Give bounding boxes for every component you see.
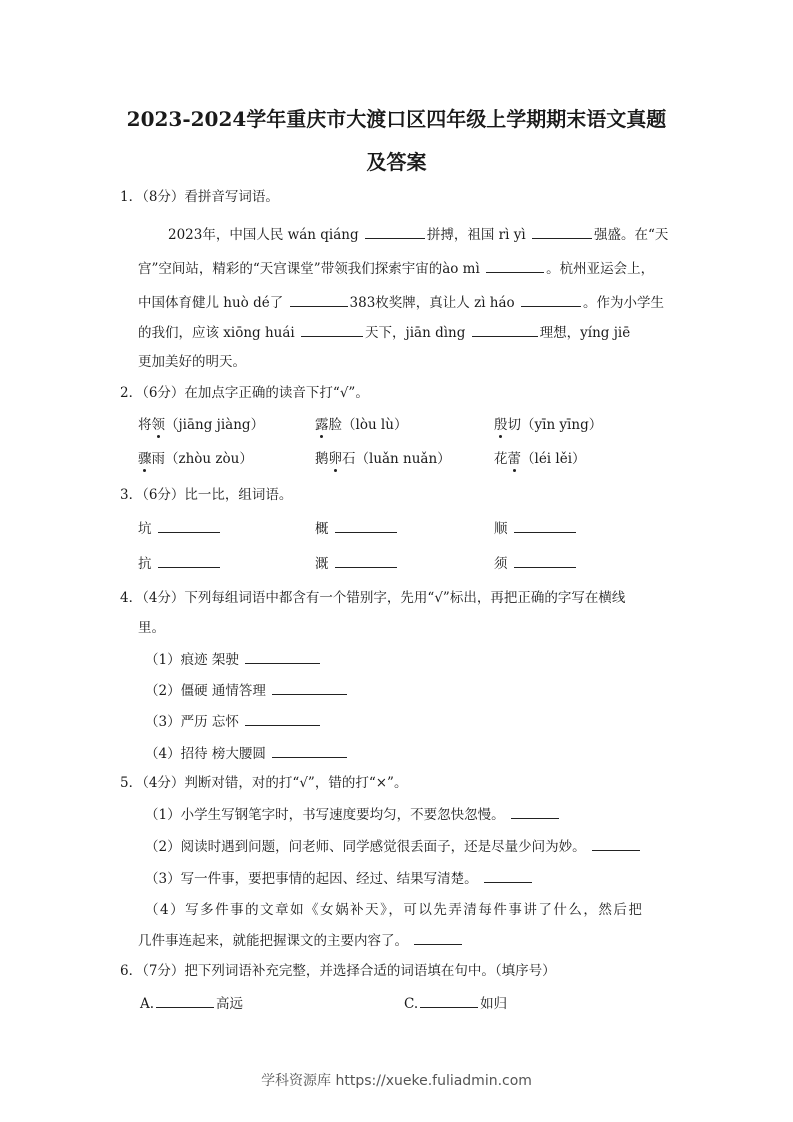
text: 。作为小学生	[582, 295, 664, 311]
question-6-heading: 6．（7分）把下列词语补充完整，并选择合适的词语填在句中。（填序号）	[120, 963, 556, 979]
answer-blank[interactable]	[158, 553, 220, 568]
question-1-line-1	[168, 224, 668, 245]
pinyin-choice-item	[494, 449, 586, 469]
answer-blank[interactable]	[335, 518, 397, 533]
answer-blank[interactable]	[365, 224, 425, 239]
dotted-char: 蕾	[507, 451, 521, 467]
text: C.	[404, 996, 419, 1012]
fill-word-item-a	[140, 993, 243, 1014]
answer-blank[interactable]	[472, 322, 538, 337]
dotted-char: 露	[315, 417, 329, 433]
pinyin-choice-item	[138, 415, 264, 435]
text: （3）严历 忘怀	[145, 714, 239, 730]
text: 。杭州亚运会上，	[546, 261, 655, 277]
text: 须	[494, 556, 508, 572]
answer-blank[interactable]	[290, 292, 348, 307]
question-1-line-3	[138, 292, 664, 313]
text: 高远	[216, 996, 244, 1012]
text: （léi lěi）	[521, 451, 586, 467]
text: 溉	[315, 556, 329, 572]
question-1-line-5: 更加美好的明天。	[138, 354, 246, 370]
pinyin-choice-item	[315, 449, 451, 469]
answer-blank[interactable]	[272, 743, 347, 758]
text: 强盛。在“天	[593, 227, 669, 243]
question-3-heading: 3．（6分）比一比，组词语。	[120, 487, 293, 503]
page-title: 2023-2024学年重庆市大渡口区四年级上学期期末语文真题	[126, 107, 667, 131]
word-group-item	[494, 553, 578, 574]
answer-blank[interactable]	[272, 680, 347, 695]
answer-blank[interactable]	[486, 258, 544, 273]
text: （3）写一件事，要把事情的起因、经过、结果写清楚。	[145, 871, 478, 887]
text: 几件事连起来，就能把握课文的主要内容了。	[138, 933, 408, 949]
dotted-char: 骤	[138, 451, 152, 467]
text: 中国体育健儿 huò dé了	[138, 295, 288, 311]
question-2-heading: 2．（6分）在加点字正确的读音下打“√”。	[120, 385, 369, 401]
answer-blank[interactable]	[514, 553, 576, 568]
text: （4）招待 榜大腰圆	[145, 746, 266, 762]
answer-blank[interactable]	[414, 930, 462, 945]
typo-item	[145, 649, 322, 670]
judge-item: （4）写多件事的文章如《女娲补天》，可以先弄清每件事讲了什么，然后把	[145, 902, 644, 918]
text: 383枚奖牌，真让人 zì háo	[349, 295, 519, 311]
page-title-line2: 及答案	[366, 150, 427, 174]
typo-item	[145, 711, 322, 732]
answer-blank[interactable]	[245, 649, 320, 664]
answer-blank[interactable]	[592, 836, 640, 851]
text: 宫”空间站，精彩的“天宫课堂”带领我们探索宇宙的ào mì	[138, 261, 485, 277]
judge-item-cont	[138, 930, 464, 951]
answer-blank[interactable]	[514, 518, 576, 533]
text: 脸（lòu lù）	[328, 417, 408, 433]
text: 理想，yíng jiē	[539, 325, 631, 341]
pinyin-choice-item	[494, 415, 602, 435]
text: 石（luǎn nuǎn）	[342, 451, 451, 467]
answer-blank[interactable]	[335, 553, 397, 568]
text: 2023年，中国人民 wán qiáng	[168, 227, 363, 243]
word-group-item	[315, 518, 399, 539]
text: （jiāng jiàng）	[165, 417, 265, 433]
text: 雨（zhòu zòu）	[151, 451, 253, 467]
text: 花	[494, 451, 508, 467]
text: 拼搏，祖国 rì yì	[426, 227, 530, 243]
word-group-item	[494, 518, 578, 539]
text: A.	[140, 996, 155, 1012]
answer-blank[interactable]	[156, 993, 214, 1008]
dotted-char: 殷	[494, 417, 508, 433]
text: 抗	[138, 556, 152, 572]
question-5-heading: 5．（4分）判断对错，对的打“√”，错的打“×”。	[120, 775, 408, 791]
text: 顺	[494, 521, 508, 537]
word-group-item	[315, 553, 399, 574]
judge-item	[145, 836, 642, 857]
text: （1）痕迹 架驶	[145, 652, 239, 668]
dotted-char: 领	[151, 417, 165, 433]
answer-blank[interactable]	[158, 518, 220, 533]
answer-blank[interactable]	[484, 868, 532, 883]
text: 鹅	[315, 451, 329, 467]
answer-blank[interactable]	[521, 292, 581, 307]
text: 切（yīn yīng）	[507, 417, 603, 433]
answer-blank[interactable]	[511, 804, 559, 819]
word-group-item	[138, 553, 222, 574]
text: 天下，jiān dìng	[365, 325, 470, 341]
judge-item	[145, 804, 561, 825]
word-group-item	[138, 518, 222, 539]
text: （2）阅读时遇到问题，问老师、同学感觉很丢面子，还是尽量少问为妙。	[145, 839, 586, 855]
typo-item	[145, 680, 349, 701]
answer-blank[interactable]	[301, 322, 363, 337]
text: 的我们，应该 xiōng huái	[138, 325, 300, 341]
pinyin-choice-item	[315, 415, 407, 435]
judge-item	[145, 868, 534, 889]
question-1-line-4	[138, 322, 630, 343]
text: （1）小学生写钢笔字时，书写速度要均匀，不要忽快忽慢。	[145, 807, 505, 823]
dotted-char: 卵	[328, 451, 342, 467]
answer-blank[interactable]	[532, 224, 592, 239]
question-4-heading: 4．（4分）下列每组词语中都含有一个错别字，先用“√”标出，再把正确的字写在横线	[120, 590, 626, 606]
text: 坑	[138, 521, 152, 537]
answer-blank[interactable]	[245, 711, 320, 726]
question-4-heading-cont: 里。	[138, 620, 165, 636]
answer-blank[interactable]	[420, 993, 478, 1008]
footer-watermark: 学科资源库 https://xueke.fuliadmin.com	[261, 1073, 532, 1089]
text: 将	[138, 417, 152, 433]
text: 如归	[480, 996, 508, 1012]
fill-word-item-c	[404, 993, 507, 1014]
typo-item	[145, 743, 349, 764]
question-1-heading: 1．（8分）看拼音写词语。	[120, 189, 279, 205]
text: 概	[315, 521, 329, 537]
question-1-line-2	[138, 258, 654, 279]
text: （2）僵硬 通情答理	[145, 683, 266, 699]
pinyin-choice-item	[138, 449, 253, 469]
